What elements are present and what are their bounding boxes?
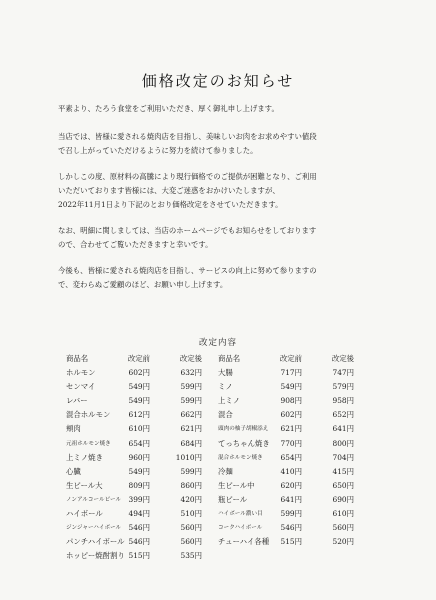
price-before: 654円 xyxy=(280,452,302,462)
item-name: 心臓 xyxy=(66,466,81,476)
table-row xyxy=(66,408,226,422)
price-before: 610円 xyxy=(128,424,150,434)
price-after: 510円 xyxy=(180,509,202,519)
item-name: ホッピー焼酎割り xyxy=(66,551,125,561)
table-row xyxy=(66,493,226,507)
table-row xyxy=(218,451,378,465)
item-name: ミノ xyxy=(218,382,233,392)
paragraph-line: で、変わらぬご愛顧のほど、お願い申し上げます。 xyxy=(58,280,228,289)
item-name: 頬肉 xyxy=(66,424,81,434)
price-before: 546円 xyxy=(128,537,150,547)
item-name: 上ミノ xyxy=(218,396,241,406)
price-after: 704円 xyxy=(332,452,354,462)
price-before: 549円 xyxy=(128,466,150,476)
price-before: 549円 xyxy=(128,382,150,392)
paragraph-revision xyxy=(58,170,388,212)
price-after: 621円 xyxy=(180,424,202,434)
paragraph-effort xyxy=(58,130,388,158)
price-before: 549円 xyxy=(280,382,302,392)
item-name: 混合ホルモン xyxy=(66,410,111,420)
price-before: 612円 xyxy=(128,410,150,420)
header-before: 改定前 xyxy=(127,354,150,363)
paragraph-greeting xyxy=(58,102,388,116)
table-row xyxy=(66,535,226,549)
item-name: 大腸 xyxy=(218,368,233,378)
price-after: 599円 xyxy=(180,382,202,392)
table-header xyxy=(66,352,226,366)
price-after: 599円 xyxy=(180,466,202,476)
table-header xyxy=(218,352,378,366)
item-name: 冷麺 xyxy=(218,466,233,476)
item-name: 上ミノ焼き xyxy=(66,452,103,462)
paragraph-line: しかしこの度、原材料の高騰により現行価格でのご提供が困難となり、ご利用 xyxy=(58,172,317,181)
table-row xyxy=(218,493,378,507)
header-after: 改定後 xyxy=(179,354,202,363)
price-before: 641円 xyxy=(280,494,302,504)
table-row xyxy=(66,465,226,479)
table-row xyxy=(66,437,226,451)
item-name: 元祖ホルモン焼き xyxy=(66,440,111,447)
price-after: 690円 xyxy=(332,494,354,504)
item-name: パンチハイボール xyxy=(66,537,125,547)
price-before: 546円 xyxy=(280,523,302,533)
item-name: 混合ホルモン焼き xyxy=(218,454,263,461)
table-row xyxy=(218,465,378,479)
price-after: 747円 xyxy=(332,368,354,378)
table-row xyxy=(66,394,226,408)
price-before: 908円 xyxy=(280,396,302,406)
table-row xyxy=(218,437,378,451)
table-row xyxy=(218,394,378,408)
price-after: 560円 xyxy=(332,523,354,533)
price-before: 494円 xyxy=(128,509,150,519)
price-after: 958円 xyxy=(332,396,354,406)
page-title: 価格改定のお知らせ xyxy=(141,72,295,90)
table-row xyxy=(66,380,226,394)
header-after: 改定後 xyxy=(331,354,354,363)
table-row xyxy=(66,549,226,563)
price-before: 549円 xyxy=(128,396,150,406)
price-after: 860円 xyxy=(180,480,202,490)
header-item-name: 商品名 xyxy=(218,354,241,363)
price-after: 800円 xyxy=(332,438,354,448)
price-table-right xyxy=(218,352,378,549)
price-after: 610円 xyxy=(332,509,354,519)
paragraph-line: 当店では、皆様に愛される焼肉店を目指し、美味しいお肉をお求めやすい値段 xyxy=(58,132,317,141)
price-after: 560円 xyxy=(180,523,202,533)
item-name: ジンジャーハイボール xyxy=(66,525,122,532)
price-before: 654円 xyxy=(128,438,150,448)
price-before: 399円 xyxy=(128,494,150,504)
price-before: 599円 xyxy=(280,509,302,519)
paragraph-line: 今後も、皆様に愛される焼肉店を目指し、サービスの向上に努めて参りますの xyxy=(58,266,317,275)
price-after: 415円 xyxy=(332,466,354,476)
item-name: ハイボール xyxy=(66,509,103,519)
table-row xyxy=(66,422,226,436)
table-row xyxy=(66,521,226,535)
price-after: 684円 xyxy=(180,438,202,448)
price-after: 579円 xyxy=(332,382,354,392)
price-after: 420円 xyxy=(180,494,202,504)
price-after: 535円 xyxy=(180,551,202,561)
item-name: てっちゃん焼き xyxy=(218,438,270,448)
table-row xyxy=(218,408,378,422)
price-before: 717円 xyxy=(280,368,302,378)
paragraph-closing xyxy=(58,264,388,292)
price-before: 410円 xyxy=(280,466,302,476)
price-after: 560円 xyxy=(180,537,202,547)
item-name: 混合 xyxy=(218,410,233,420)
price-before: 546円 xyxy=(128,523,150,533)
table-row xyxy=(66,507,226,521)
price-after: 520円 xyxy=(332,537,354,547)
table-row xyxy=(218,521,378,535)
table-row xyxy=(218,479,378,493)
paragraph-line: 2022年11月1日より下記のとおり価格改定をさせていただきます。 xyxy=(58,200,283,209)
item-name: コークハイボール xyxy=(218,525,263,532)
table-row xyxy=(66,479,226,493)
header-before: 改定前 xyxy=(279,354,302,363)
paragraph-details xyxy=(58,224,388,252)
table-row xyxy=(218,366,378,380)
price-before: 602円 xyxy=(128,368,150,378)
item-name: ホルモン xyxy=(66,368,96,378)
price-before: 960円 xyxy=(128,452,150,462)
paragraph-line: で召し上がっていただけるように努力を続けて参りました。 xyxy=(58,146,258,155)
price-table-left xyxy=(66,352,226,563)
price-before: 770円 xyxy=(280,438,302,448)
item-name: ハイボール濃い目 xyxy=(218,511,263,518)
paragraph-line: なお、明細に関しましては、当店のホームページでもお知らせをしております xyxy=(58,226,317,235)
item-name: 生ビール大 xyxy=(66,480,103,490)
header-item-name: 商品名 xyxy=(66,354,89,363)
price-after: 632円 xyxy=(180,368,202,378)
item-name: チューハイ各種 xyxy=(218,537,270,547)
price-before: 620円 xyxy=(280,480,302,490)
price-before: 515円 xyxy=(128,551,150,561)
item-name: ノンアルコールビール xyxy=(66,496,122,503)
price-before: 515円 xyxy=(280,537,302,547)
price-after: 652円 xyxy=(332,410,354,420)
item-name: 頭肉の柚子胡椒添え xyxy=(218,426,269,433)
paragraph-line: 平素より、たろう食堂をご利用いただき、厚く御礼申し上げます。 xyxy=(58,104,279,113)
table-row xyxy=(218,422,378,436)
table-row xyxy=(218,380,378,394)
item-name: レバー xyxy=(66,396,88,406)
table-row xyxy=(66,451,226,465)
revision-subtitle: 改定内容 xyxy=(198,338,237,348)
price-before: 621円 xyxy=(280,424,302,434)
item-name: 瓶ビール xyxy=(218,494,248,504)
item-name: センマイ xyxy=(66,382,96,392)
price-before: 602円 xyxy=(280,410,302,420)
table-row xyxy=(218,507,378,521)
price-before: 809円 xyxy=(128,480,150,490)
price-after: 641円 xyxy=(332,424,354,434)
paragraph-line: ので、合わせてご覧いただきますと幸いです。 xyxy=(58,240,213,249)
item-name: 生ビール中 xyxy=(218,480,255,490)
paragraph-line: いただいております皆様には、大変ご迷惑をおかけいたしますが、 xyxy=(58,186,280,195)
price-after: 1010円 xyxy=(175,452,202,462)
table-row xyxy=(218,535,378,549)
table-row xyxy=(66,366,226,380)
price-after: 599円 xyxy=(180,396,202,406)
price-after: 650円 xyxy=(332,480,354,490)
price-after: 662円 xyxy=(180,410,202,420)
